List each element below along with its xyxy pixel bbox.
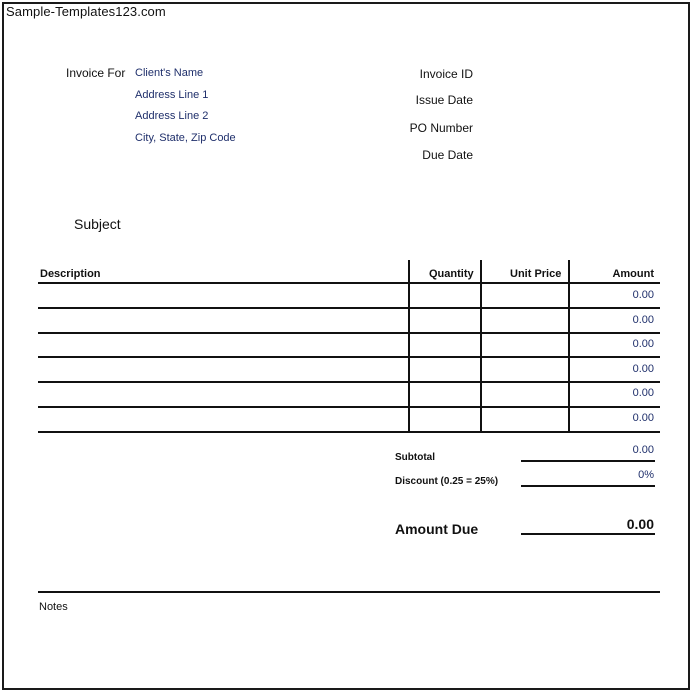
subtotal-rule bbox=[521, 460, 655, 462]
row-amount: 0.00 bbox=[632, 387, 654, 399]
site-watermark: Sample-Templates123.com bbox=[6, 4, 166, 19]
document-frame bbox=[2, 2, 690, 690]
notes-rule bbox=[38, 591, 660, 593]
row-amount: 0.00 bbox=[632, 289, 654, 301]
row-rule bbox=[38, 406, 660, 408]
issue-date-label: Issue Date bbox=[415, 93, 473, 107]
header-rule bbox=[38, 282, 660, 284]
header-description: Description bbox=[40, 268, 101, 280]
amount-due-rule bbox=[521, 533, 655, 535]
client-name: Client's Name bbox=[135, 67, 204, 79]
row-rule bbox=[38, 332, 660, 334]
invoice-for-label: Invoice For bbox=[66, 66, 126, 80]
client-address-line-2: Address Line 2 bbox=[135, 110, 209, 122]
amount-due-label: Amount Due bbox=[395, 521, 479, 537]
header-quantity: Quantity bbox=[429, 268, 474, 280]
row-amount: 0.00 bbox=[632, 314, 654, 326]
amount-due-value: 0.00 bbox=[626, 516, 654, 532]
header-unit-price: Unit Price bbox=[510, 268, 562, 280]
discount-label: Discount (0.25 = 25%) bbox=[395, 476, 499, 487]
notes-label: Notes bbox=[39, 601, 68, 613]
subject-label: Subject bbox=[74, 216, 121, 232]
row-rule bbox=[38, 381, 660, 383]
due-date-label: Due Date bbox=[422, 148, 473, 162]
row-rule bbox=[38, 307, 660, 309]
discount-rule bbox=[521, 485, 655, 487]
invoice-id-label: Invoice ID bbox=[419, 67, 473, 81]
subtotal-value: 0.00 bbox=[632, 444, 654, 456]
client-city-state-zip: City, State, Zip Code bbox=[135, 132, 236, 144]
client-address-line-1: Address Line 1 bbox=[135, 89, 209, 101]
subtotal-label: Subtotal bbox=[395, 452, 435, 463]
po-number-label: PO Number bbox=[409, 121, 473, 135]
row-amount: 0.00 bbox=[632, 363, 654, 375]
header-amount: Amount bbox=[612, 268, 654, 280]
row-amount: 0.00 bbox=[632, 412, 654, 424]
row-rule bbox=[38, 431, 660, 433]
discount-value: 0% bbox=[638, 469, 654, 481]
row-rule bbox=[38, 356, 660, 358]
row-amount: 0.00 bbox=[632, 338, 654, 350]
